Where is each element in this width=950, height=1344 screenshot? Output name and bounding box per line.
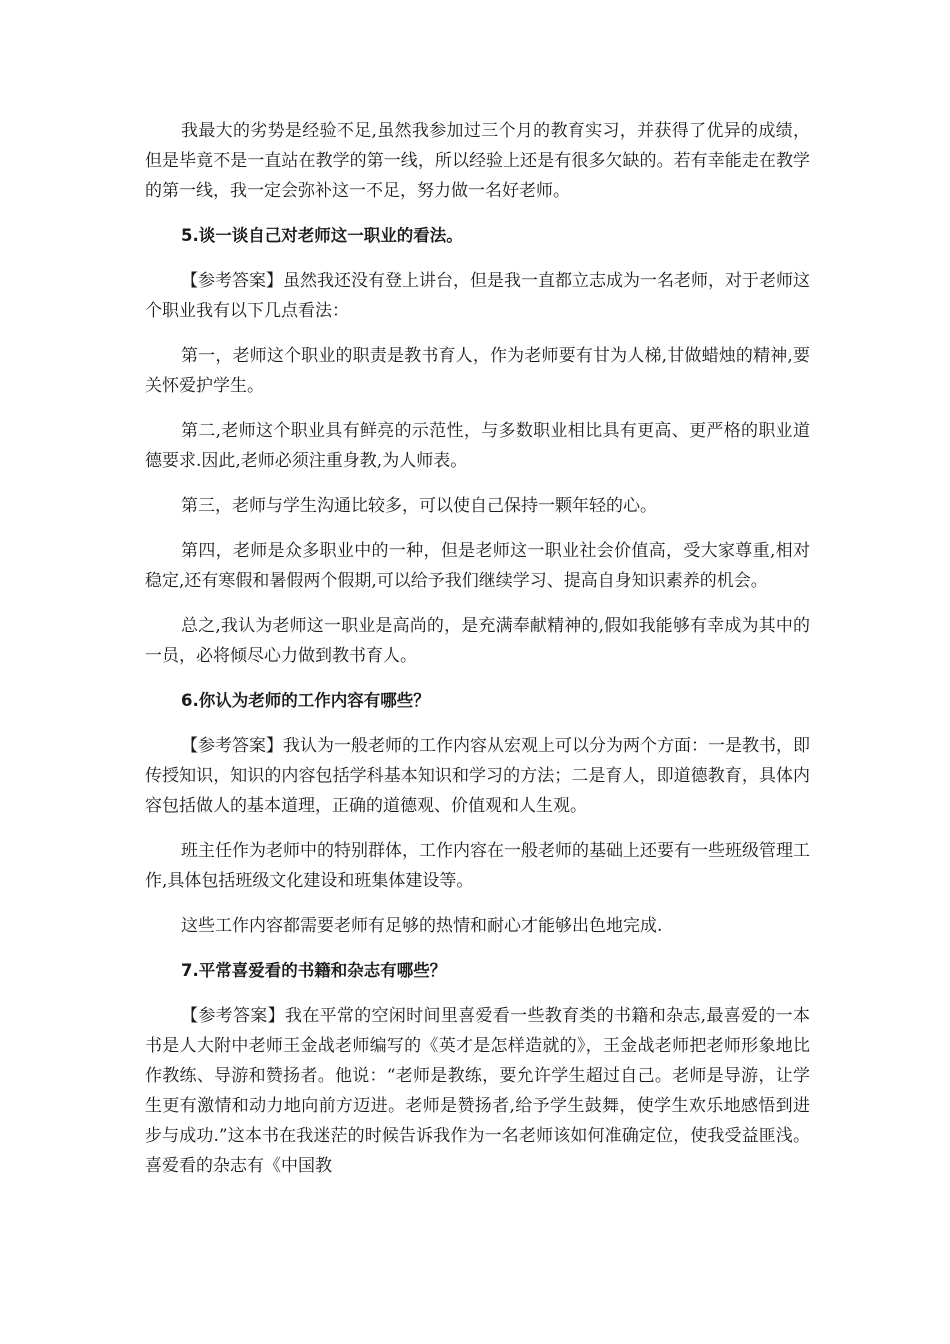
document-page bbox=[145, 116, 810, 1196]
answer-5-point-3: 第三，老师与学生沟通比较多，可以使自己保持一颗年轻的心。 bbox=[181, 496, 657, 516]
answer-7-main: 【参考答案】我在平常的空闲时间里喜爱看一些教育类的书籍和杂志,最喜爱的一本书是人大附中老师王金战老师编写的《英才是怎样造就的》，王金战老师把老师形象地比作教练、导游和赞扬者。他说：“老师是教练，要允许学生超过自己。老师是导游，让学生更有激情和动力地向前方迈进。老师是赞扬者,给予学生鼓舞，使学生欢乐地感悟到进步与成功.”这本书在我迷茫的时候告诉我作为一名老师该如何准确定位，使我受益匪浅。喜爱看的杂志有《中国教 bbox=[145, 1006, 810, 1176]
answer-6-main: 【参考答案】我认为一般老师的工作内容从宏观上可以分为两个方面：一是教书，即传授知识，知识的内容包括学科基本知识和学习的方法；二是育人，即道德教育，具体内容包括做人的基本道理，正确的道德观、价值观和人生观。 bbox=[145, 736, 810, 816]
answer-5-point-2: 第二,老师这个职业具有鲜亮的示范性，与多数职业相比具有更高、更严格的职业道德要求.因此,老师必须注重身教,为人师表。 bbox=[145, 421, 810, 471]
question-7-heading: 7.平常喜爱看的书籍和杂志有哪些？ bbox=[181, 961, 447, 980]
question-6-heading: 6.你认为老师的工作内容有哪些？ bbox=[181, 691, 430, 710]
answer-6-head-teacher: 班主任作为老师中的特别群体，工作内容在一般老师的基础上还要有一些班级管理工作,具体包括班级文化建设和班集体建设等。 bbox=[145, 841, 810, 891]
paragraph-weakness: 我最大的劣势是经验不足,虽然我参加过三个月的教育实习，并获得了优异的成绩，但是毕竟不是一直站在教学的第一线，所以经验上还是有很多欠缺的。若有幸能走在教学的第一线，我一定会弥补这一不足，努力做一名好老师。 bbox=[145, 121, 810, 201]
answer-5-intro: 【参考答案】虽然我还没有登上讲台，但是我一直都立志成为一名老师，对于老师这个职业我有以下几点看法： bbox=[145, 271, 810, 321]
answer-5-point-4: 第四，老师是众多职业中的一种，但是老师这一职业社会价值高，受大家尊重,相对稳定,还有寒假和暑假两个假期,可以给予我们继续学习、提高自身知识素养的机会。 bbox=[145, 541, 810, 591]
answer-6-conclusion: 这些工作内容都需要老师有足够的热情和耐心才能够出色地完成. bbox=[181, 916, 663, 936]
answer-5-summary: 总之,我认为老师这一职业是高尚的，是充满奉献精神的,假如我能够有幸成为其中的一员，必将倾尽心力做到教书育人。 bbox=[145, 616, 810, 666]
question-5-heading: 5.谈一谈自己对老师这一职业的看法。 bbox=[181, 226, 463, 245]
answer-5-point-1: 第一，老师这个职业的职责是教书育人，作为老师要有甘为人梯,甘做蜡烛的精神,要关怀爱护学生。 bbox=[145, 346, 810, 396]
